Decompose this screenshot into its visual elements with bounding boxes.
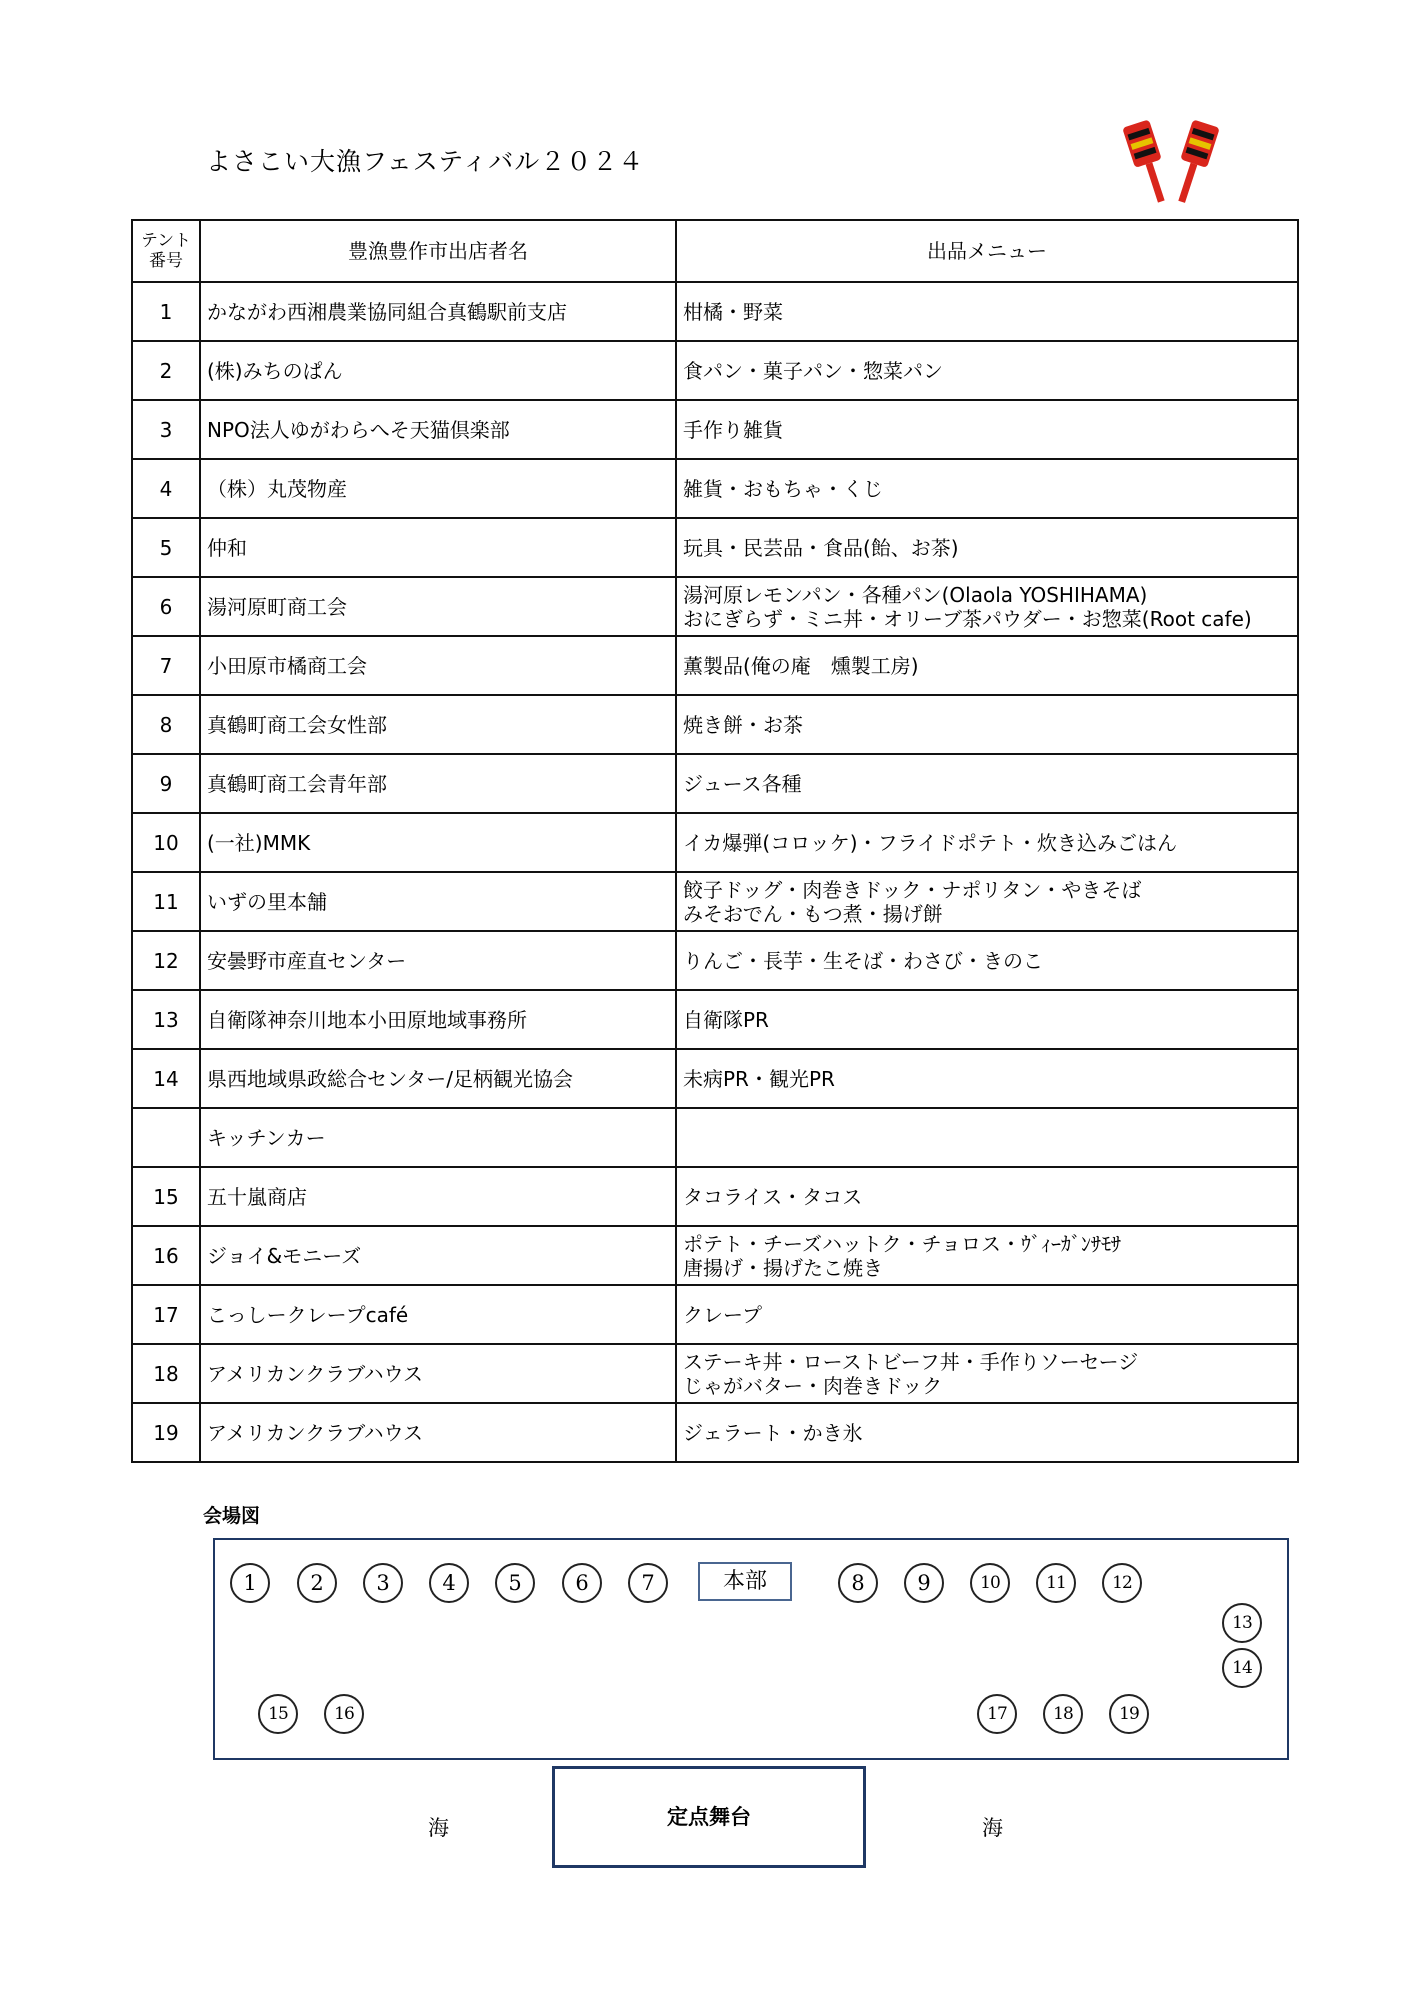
table-header-row [132, 220, 1298, 282]
tent-number: 18 [132, 1344, 200, 1403]
tent-number: 14 [132, 1049, 200, 1108]
map-tent-17: 17 [977, 1694, 1017, 1734]
tent-number: 19 [132, 1403, 200, 1462]
map-tent-1: 1 [230, 1563, 270, 1603]
vendor-name: (一社)MMK [200, 813, 676, 872]
header-menu: 出品メニュー [676, 220, 1298, 282]
menu-line: 柑橘・野菜 [683, 299, 783, 324]
page-title: よさこい大漁フェスティバル２０２４ [206, 147, 645, 176]
map-tent-8: 8 [838, 1563, 878, 1603]
table-row [132, 1285, 1298, 1344]
vendor-name: アメリカンクラブハウス [200, 1344, 676, 1403]
menu-items [676, 636, 1298, 695]
menu-line: タコライス・タコス [683, 1184, 863, 1209]
tent-number: 13 [132, 990, 200, 1049]
header-tent-number-line1: テント [140, 231, 192, 251]
map-tent-9: 9 [904, 1563, 944, 1603]
menu-line: 手作り雑貨 [683, 417, 783, 442]
menu-items [676, 282, 1298, 341]
menu-line: 湯河原レモンパン・各種パン(Olaola YOSHIHAMA) [683, 582, 1148, 607]
vendor-table [131, 219, 1299, 1463]
menu-line: 焼き餅・お茶 [683, 712, 803, 737]
tent-number: 4 [132, 459, 200, 518]
menu-items [676, 813, 1298, 872]
table-row [132, 1226, 1298, 1285]
vendor-name: キッチンカー [200, 1108, 676, 1167]
map-tent-11: 11 [1036, 1563, 1076, 1603]
menu-line: 薫製品(俺の庵 燻製工房) [683, 653, 919, 678]
vendor-name: 真鶴町商工会女性部 [200, 695, 676, 754]
tent-number: 11 [132, 872, 200, 931]
table-row [132, 1403, 1298, 1462]
vendor-name: 真鶴町商工会青年部 [200, 754, 676, 813]
header-tent-number-line2: 番号 [149, 251, 183, 271]
tent-number [132, 1108, 200, 1167]
menu-items [676, 1049, 1298, 1108]
vendor-name: かながわ西湘農業協同組合真鶴駅前支店 [200, 282, 676, 341]
table-row [132, 990, 1298, 1049]
menu-items [676, 931, 1298, 990]
table-row [132, 1167, 1298, 1226]
menu-line: 玩具・民芸品・食品(飴、お茶) [683, 535, 959, 560]
vendor-name: (株)みちのぱん [200, 341, 676, 400]
menu-line: ジェラート・かき氷 [683, 1420, 863, 1445]
vendor-name: NPO法人ゆがわらへそ天猫倶楽部 [200, 400, 676, 459]
tent-number: 9 [132, 754, 200, 813]
menu-items [676, 459, 1298, 518]
menu-items [676, 990, 1298, 1049]
headquarters-box: 本部 [698, 1562, 792, 1601]
vendor-name: アメリカンクラブハウス [200, 1403, 676, 1462]
menu-items [676, 754, 1298, 813]
map-tent-4: 4 [429, 1563, 469, 1603]
table-row [132, 931, 1298, 990]
map-tent-16: 16 [324, 1694, 364, 1734]
menu-line: 雑貨・おもちゃ・くじ [683, 476, 883, 501]
tent-number: 8 [132, 695, 200, 754]
tent-number: 1 [132, 282, 200, 341]
table-row [132, 872, 1298, 931]
fixed-stage: 定点舞台 [552, 1766, 866, 1868]
map-tent-10: 10 [970, 1563, 1010, 1603]
menu-line: 食パン・菓子パン・惣菜パン [683, 358, 943, 383]
tent-number: 7 [132, 636, 200, 695]
map-tent-3: 3 [363, 1563, 403, 1603]
menu-line: みそおでん・もつ煮・揚げ餅 [683, 901, 943, 926]
table-row [132, 754, 1298, 813]
menu-line: ステーキ丼・ローストビーフ丼・手作りソーセージ [683, 1349, 1139, 1374]
map-tent-15: 15 [258, 1694, 298, 1734]
map-tent-14: 14 [1222, 1648, 1262, 1688]
table-row [132, 341, 1298, 400]
menu-items [676, 1403, 1298, 1462]
table-row [132, 459, 1298, 518]
vendor-name: 自衛隊神奈川地本小田原地域事務所 [200, 990, 676, 1049]
vendor-name: ジョイ&モニーズ [200, 1226, 676, 1285]
menu-line: おにぎらず・ミニ丼・オリーブ茶パウダー・お惣菜(Root cafe) [683, 606, 1252, 631]
menu-items [676, 518, 1298, 577]
menu-line: ポテト・チーズハットク・チョロス・ｳﾞｨｰｶﾞﾝｻﾓｻ [683, 1231, 1121, 1256]
tent-number: 2 [132, 341, 200, 400]
vendor-name: 仲和 [200, 518, 676, 577]
venue-map-label: 会場図 [203, 1505, 261, 1527]
map-tent-7: 7 [628, 1563, 668, 1603]
menu-line: 唐揚げ・揚げたこ焼き [683, 1255, 883, 1280]
sea-label-left: 海 [428, 1816, 449, 1840]
menu-items [676, 1226, 1298, 1285]
menu-items [676, 1285, 1298, 1344]
vendor-name: （株）丸茂物産 [200, 459, 676, 518]
vendor-name: 五十嵐商店 [200, 1167, 676, 1226]
table-row [132, 577, 1298, 636]
map-tent-5: 5 [495, 1563, 535, 1603]
table-row [132, 282, 1298, 341]
menu-line: クレープ [683, 1302, 762, 1327]
header-vendor-name: 豊漁豊作市出店者名 [200, 220, 676, 282]
tent-number: 17 [132, 1285, 200, 1344]
vendor-name: いずの里本舗 [200, 872, 676, 931]
menu-line: イカ爆弾(コロッケ)・フライドポテト・炊き込みごはん [683, 830, 1178, 855]
menu-items [676, 872, 1298, 931]
sea-label-right: 海 [982, 1816, 1003, 1840]
menu-line: 未病PR・観光PR [683, 1066, 835, 1091]
tent-number: 15 [132, 1167, 200, 1226]
menu-items [676, 400, 1298, 459]
menu-line: ジュース各種 [683, 771, 802, 796]
menu-line: りんご・長芋・生そば・わさび・きのこ [683, 948, 1043, 973]
tent-number: 5 [132, 518, 200, 577]
table-row [132, 636, 1298, 695]
map-tent-6: 6 [562, 1563, 602, 1603]
vendor-name: こっしークレープcafé [200, 1285, 676, 1344]
vendor-name: 湯河原町商工会 [200, 577, 676, 636]
vendor-name: 安曇野市産直センター [200, 931, 676, 990]
table-row [132, 518, 1298, 577]
tent-number: 6 [132, 577, 200, 636]
menu-line: 餃子ドッグ・肉巻きドック・ナポリタン・やきそば [683, 877, 1142, 902]
map-tent-19: 19 [1109, 1694, 1149, 1734]
naruko-clapper-icon [1118, 116, 1228, 212]
tent-number: 16 [132, 1226, 200, 1285]
table-row [132, 695, 1298, 754]
table-row [132, 813, 1298, 872]
table-row [132, 400, 1298, 459]
map-tent-13: 13 [1222, 1603, 1262, 1643]
map-tent-2: 2 [297, 1563, 337, 1603]
tent-number: 12 [132, 931, 200, 990]
table-row [132, 1344, 1298, 1403]
menu-items [676, 1167, 1298, 1226]
tent-number: 10 [132, 813, 200, 872]
table-row [132, 1108, 1298, 1167]
tent-number: 3 [132, 400, 200, 459]
table-row [132, 1049, 1298, 1108]
menu-items [676, 1344, 1298, 1403]
map-tent-18: 18 [1043, 1694, 1083, 1734]
vendor-name: 小田原市橘商工会 [200, 636, 676, 695]
header-tent-number [132, 220, 200, 282]
menu-line: 自衛隊PR [683, 1007, 769, 1032]
vendor-name: 県西地域県政総合センター/足柄観光協会 [200, 1049, 676, 1108]
menu-line: じゃがバター・肉巻きドック [683, 1373, 943, 1398]
menu-items [676, 341, 1298, 400]
map-tent-12: 12 [1102, 1563, 1142, 1603]
menu-items [676, 695, 1298, 754]
menu-items [676, 1108, 1298, 1167]
menu-items [676, 577, 1298, 636]
